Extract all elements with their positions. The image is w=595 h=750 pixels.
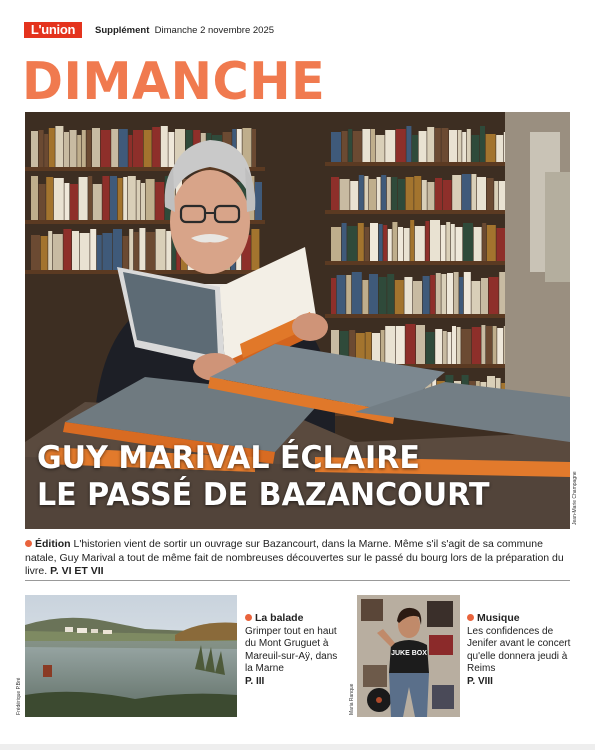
balade-photo-credit: Frédérique P.Bré xyxy=(16,677,22,715)
issue-date: Dimanche 2 novembre 2025 xyxy=(154,25,275,36)
cover-headline-line1: GUY MARIVAL ÉCLAIRE xyxy=(37,440,420,476)
musique-photo-credit: Maria Ranque xyxy=(349,683,355,715)
supplement-line xyxy=(95,25,274,36)
teaser-page-ref: P. III xyxy=(245,675,265,687)
cover-lead xyxy=(25,538,570,579)
musique-photo[interactable] xyxy=(357,595,460,717)
teaser-page-ref: P. VIII xyxy=(467,675,493,687)
teaser-text: Grimper tout en haut du Mont Gruguet à Mareuil-sur-Aÿ, dans la Marne xyxy=(245,625,338,674)
singer-illustration xyxy=(357,595,460,717)
cover-lead-text: L'historien vient de sortir un ouvrage sur Bazancourt, dans la Marne. Même s'il s'agit de sa commune natale, Guy Marival a tout de même fait de nombreuses découvertes sur le passé du bourg lors de la préparation du livre. xyxy=(25,538,564,577)
section-divider xyxy=(25,580,570,581)
newspaper-logo[interactable]: L'union xyxy=(24,22,82,38)
cover-page-ref[interactable]: P. VI ET VII xyxy=(50,565,104,577)
cover-photo[interactable] xyxy=(25,112,570,529)
teaser-text: Les confidences de Jenifer avant le concert qu'elle donnera jeudi à Reims xyxy=(467,625,571,674)
cover-photo-credit: Jean-Marie Champagne xyxy=(572,471,578,525)
cover-headline[interactable] xyxy=(37,440,489,514)
cover-kicker: Édition xyxy=(35,538,71,550)
balade-photo[interactable] xyxy=(25,595,237,717)
cover-headline-line2: LE PASSÉ DE BAZANCOURT xyxy=(37,477,490,513)
teaser-balade[interactable] xyxy=(245,612,345,688)
lake-landscape-illustration xyxy=(25,595,237,717)
bullet-dot-icon xyxy=(467,614,474,621)
supplement-label: Supplément xyxy=(95,25,150,36)
masthead-title: DIMANCHE xyxy=(22,52,326,112)
shirt-print-text: JUKE BOX xyxy=(391,650,427,657)
teaser-kicker: La balade xyxy=(255,612,304,624)
teaser-musique[interactable] xyxy=(467,612,577,688)
teaser-kicker: Musique xyxy=(477,612,520,624)
bullet-dot-icon xyxy=(245,614,252,621)
bullet-dot-icon xyxy=(25,540,32,547)
